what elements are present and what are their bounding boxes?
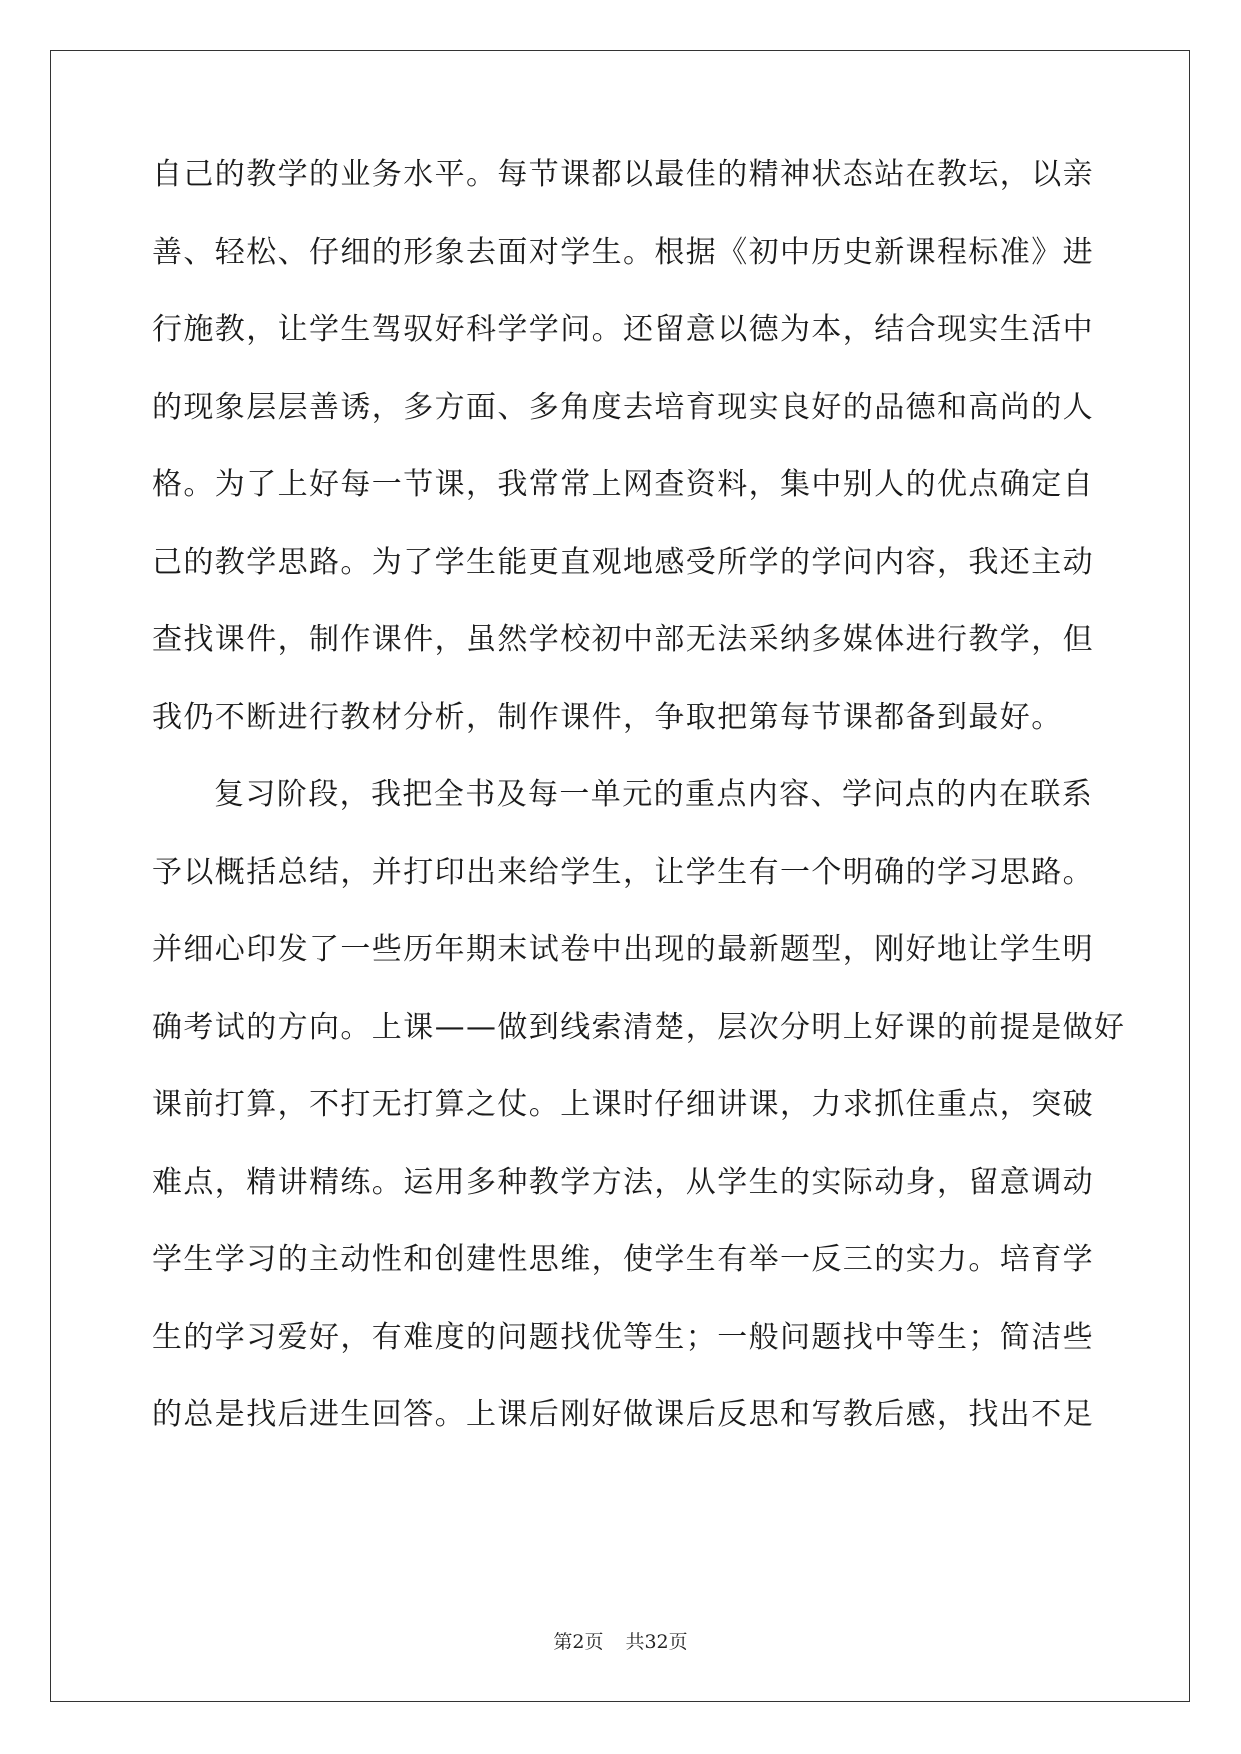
- text-line: 生的学习爱好，有难度的问题找优等生；一般问题找中等生；简洁些: [152, 1319, 1094, 1355]
- text-line: 确考试的方向。上课——做到线索清楚，层次分明上好课的前提是做好: [152, 1009, 1126, 1045]
- text-line: 难点，精讲精练。运用多种教学方法，从学生的实际动身，留意调动: [152, 1164, 1094, 1200]
- page-footer: [0, 1627, 1241, 1654]
- text-line: 善、轻松、仔细的形象去面对学生。根据《初中历史新课程标准》进: [152, 234, 1094, 270]
- text-line: 查找课件，制作课件，虽然学校初中部无法采纳多媒体进行教学，但: [152, 622, 1094, 657]
- text-line: 课前打算，不打无打算之仗。上课时仔细讲课，力求抓住重点，突破: [152, 1087, 1094, 1122]
- text-line: 予以概括总结，并打印出来给学生，让学生有一个明确的学习思路。: [152, 854, 1094, 890]
- document-body: [152, 157, 1126, 1478]
- page-number: 第2页: [553, 1631, 604, 1653]
- text-line: 自己的教学的业务水平。每节课都以最佳的精神状态站在教坛，以亲: [152, 157, 1094, 192]
- text-line: 的现象层层善诱，多方面、多角度去培育现实良好的品德和高尚的人: [152, 389, 1094, 425]
- text-line: 我仍不断进行教材分析，制作课件，争取把第每节课都备到最好。: [152, 699, 1063, 735]
- text-line: 的总是找后进生回答。上课后刚好做课后反思和写教后感，找出不足: [152, 1397, 1094, 1432]
- text-line: 己的教学思路。为了学生能更直观地感受所学的学问内容，我还主动: [152, 544, 1094, 580]
- text-line: 并细心印发了一些历年期末试卷中出现的最新题型，刚好地让学生明: [152, 932, 1094, 967]
- text-line: 学生学习的主动性和创建性思维，使学生有举一反三的实力。培育学: [152, 1242, 1094, 1277]
- text-line: 格。为了上好每一节课，我常常上网查资料，集中别人的优点确定自: [152, 467, 1094, 502]
- text-line: 行施教，让学生驾驭好科学学问。还留意以德为本，结合现实生活中: [152, 312, 1094, 347]
- text-line-indented: 复习阶段，我把全书及每一单元的重点内容、学问点的内在联系: [214, 777, 1094, 812]
- page-total: 共32页: [625, 1631, 688, 1653]
